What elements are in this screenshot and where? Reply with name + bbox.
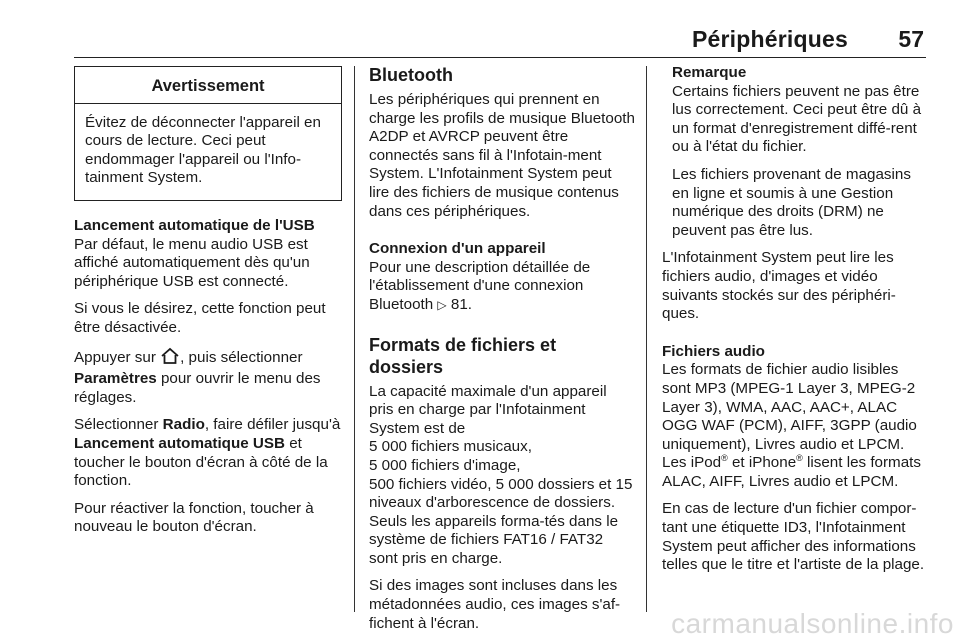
- connection-page-ref: 81.: [450, 295, 473, 313]
- watermark: carmanualsonline.info: [671, 608, 954, 639]
- warning-title: Avertissement: [75, 67, 341, 104]
- registered-mark-2: ®: [796, 453, 803, 464]
- step-3: Pour réactiver la fonction, toucher à nouveau le bouton d'écran.: [74, 499, 314, 536]
- step-1: [74, 347, 342, 408]
- audio-text-b: et iPhone: [727, 454, 797, 472]
- remark-paragraph-2: Les fichiers provenant de magasins en ligne et soumis à une Gestion numérique des droits (DRM) ne peuvent pas être lus.: [672, 165, 911, 239]
- step-2-bold-2: Lancement automatique USB: [74, 434, 285, 452]
- step-1-text-b: , puis sélectionner: [180, 348, 303, 366]
- step-1-text-c: pour ouvrir le menu des réglages.: [74, 370, 321, 406]
- registered-mark-1: ®: [721, 453, 728, 464]
- audio-formats-paragraph: [662, 361, 928, 491]
- warning-body: Évitez de déconnecter l'appareil en cours de lecture. Ceci peut endommager l'appareil ou l'Info-tainment System.: [85, 113, 321, 187]
- right-column: [662, 64, 928, 584]
- page-number: 57: [898, 26, 924, 52]
- formats-paragraph-2: Si des images sont incluses dans les métadonnées audio, ces images s'af-fichent à l'écran.: [369, 577, 621, 632]
- warning-box: [74, 66, 342, 201]
- step-2-bold-1: Radio: [162, 416, 205, 434]
- step-2-text-a: Sélectionner: [74, 416, 163, 434]
- audio-text-c: lisent les formats ALAC, AIFF, Livres audio et LPCM.: [662, 454, 921, 490]
- formats-line-1: 5 000 fichiers musicaux,: [369, 438, 532, 456]
- bluetooth-heading: Bluetooth: [369, 65, 453, 85]
- connection-paragraph: [369, 259, 635, 315]
- middle-column: [369, 64, 635, 642]
- audio-files-heading: Fichiers audio: [662, 342, 765, 360]
- infotainment-paragraph: L'Infotainment System peut lire les fichiers audio, d'images et vidéo suivants stockés sur des périphéri-ques.: [662, 249, 896, 323]
- formats-heading: Formats de fichiers et dossiers: [369, 334, 557, 377]
- left-column: [74, 66, 342, 546]
- page-title: Périphériques: [692, 26, 848, 52]
- header-rule: [74, 57, 926, 58]
- step-2: [74, 416, 342, 490]
- autostart-paragraph-2: Si vous le désirez, cette fonction peut être désactivée.: [74, 300, 326, 336]
- remark-box: [662, 64, 928, 240]
- id3-paragraph: En cas de lecture d'un fichier compor-tant une étiquette ID3, l'Infotainment System peut afficher des informations telles que le titre et l'artiste de la plage.: [662, 500, 925, 574]
- remark-title: Remarque: [672, 64, 747, 81]
- connection-text: Pour une description détaillée de l'établissement d'une connexion Bluetooth: [369, 258, 591, 313]
- column-divider-left: [354, 66, 355, 612]
- connection-heading: Connexion d'un appareil: [369, 240, 546, 258]
- column-divider-right: [646, 66, 647, 612]
- page-reference-arrow-icon: ▷: [437, 297, 447, 312]
- audio-text-a: Les formats de fichier audio lisibles sont MP3 (MPEG-1 Layer 3, MPEG-2 Layer 3), WMA, AAC, AAC+, ALAC OGG WAF (PCM), AIFF, 3GPP (audio uniquement), Livres audio et LPCM. Les iPod: [662, 361, 917, 472]
- formats-line-2: 5 000 fichiers d'image,: [369, 456, 521, 474]
- step-1-text-a: Appuyer sur: [74, 348, 161, 366]
- formats-line-3: 500 fichiers vidéo, 5 000 dossiers et 15 niveaux d'arborescence de dossiers. Seuls les appareils forma-tés dans le système de fichiers FAT16 / FAT32 sont pris en charge.: [369, 475, 633, 567]
- formats-paragraph-1: [369, 383, 635, 439]
- step-1-bold: Paramètres: [74, 370, 157, 388]
- bluetooth-paragraph: Les périphériques qui prennent en charge les profils de musique Bluetooth A2DP et AVRCP peuvent être connectés sans fil à l'Infotain-ment System. L'Infotainment System peut lire des fichiers de musique contenus dans ces périphériques.: [369, 91, 635, 220]
- autostart-heading: Lancement automatique de l'USB: [74, 216, 315, 234]
- home-icon: [160, 347, 180, 371]
- autostart-paragraph-1: Par défaut, le menu audio USB est affiché automatiquement dès qu'un périphérique USB est connecté.: [74, 235, 310, 290]
- step-2-text-c: et toucher le bouton d'écran à côté de la fonction.: [74, 434, 328, 490]
- step-2-text-b: , faire défiler jusqu'à: [204, 416, 341, 434]
- remark-paragraph-1: Certains fichiers peuvent ne pas être lus correctement. Ceci peut être dû à un format d'enregistrement diffé-rent ou à l'état du fichier.: [672, 82, 922, 156]
- formats-intro: La capacité maximale d'un appareil pris en charge par l'Infotainment System est de: [369, 382, 607, 437]
